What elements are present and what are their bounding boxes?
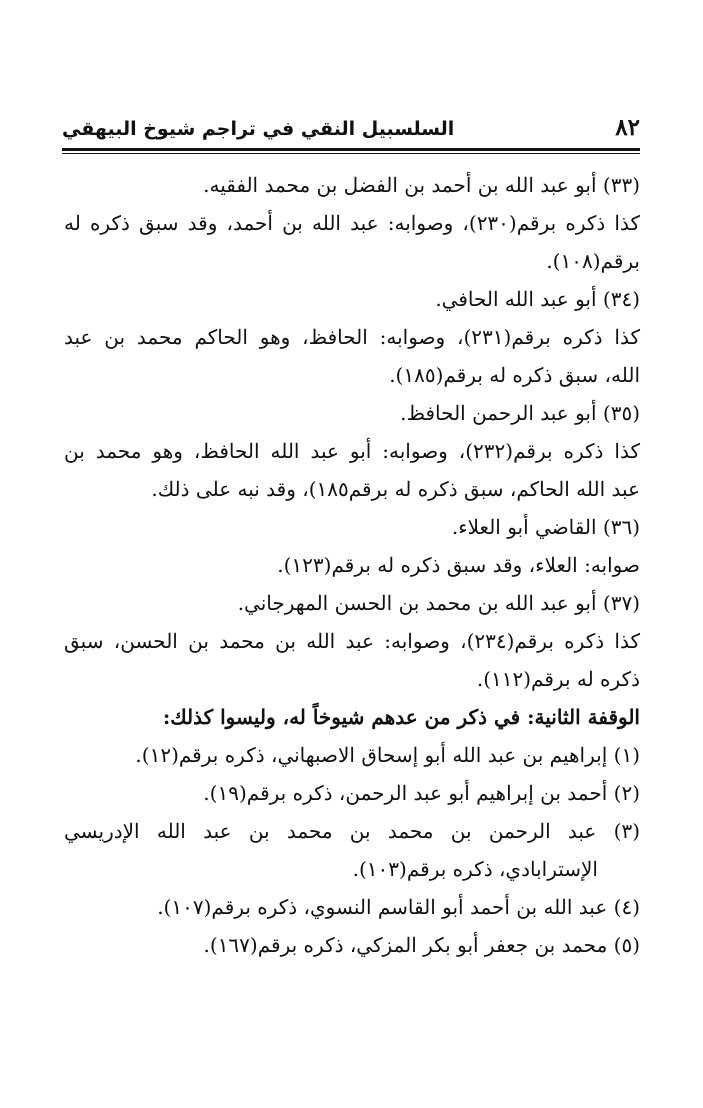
text-line: الله، سبق ذكره له برقم(١٨٥). xyxy=(389,363,640,387)
text-line: كذا ذكره برقم(٢٣٢)، وصوابه: أبو عبد الله الحافظ، وهو محمد بن xyxy=(64,439,640,463)
text-line: (٣٥) أبو عبد الرحمن الحافظ. xyxy=(400,401,640,425)
page-header xyxy=(62,112,640,152)
text-line: كذا ذكره برقم(٢٣٤)، وصوابه: عبد الله بن محمد بن الحسن، سبق xyxy=(64,629,640,653)
text-line: كذا ذكره برقم(٢٣٠)، وصوابه: عبد الله بن أحمد، وقد سبق ذكره له xyxy=(64,211,640,235)
text-line: (٥) محمد بن جعفر أبو بكر المزكي، ذكره برقم(١٦٧). xyxy=(203,933,640,957)
text-line: الإسترابادي، ذكره برقم(١٠٣). xyxy=(352,857,598,881)
text-line: (٢) أحمد بن إبراهيم أبو عبد الرحمن، ذكره برقم(١٩). xyxy=(203,781,640,805)
text-line: كذا ذكره برقم(٢٣١)، وصوابه: الحافظ، وهو الحاكم محمد بن عبد xyxy=(64,325,640,349)
text-line: (٣٦) القاضي أبو العلاء. xyxy=(451,515,640,539)
text-line: الوقفة الثانية: في ذكر من عدهم شيوخاً له، وليسوا كذلك: xyxy=(162,705,640,729)
text-line: (٣) عبد الرحمن بن محمد بن محمد بن عبد الله الإدريسي xyxy=(64,819,640,843)
text-line: صوابه: العلاء، وقد سبق ذكره له برقم(١٢٣). xyxy=(277,553,640,577)
text-line: (٣٣) أبو عبد الله بن أحمد بن الفضل بن محمد الفقيه. xyxy=(203,173,640,197)
page-number: ٨٢ xyxy=(615,114,640,141)
text-line: برقم(١٠٨). xyxy=(546,249,640,273)
running-title: السلسبيل النقي في تراجم شيوخ البيهقي xyxy=(62,118,455,140)
page-body xyxy=(64,166,640,964)
text-line: (٤) عبد الله بن أحمد أبو القاسم النسوي، ذكره برقم(١٠٧). xyxy=(157,895,640,919)
header-rule-thick xyxy=(62,148,640,151)
text-line: ذكره له برقم(١١٢). xyxy=(476,667,640,691)
text-line: (٣٤) أبو عبد الله الحافي. xyxy=(435,287,640,311)
text-line: (٣٧) أبو عبد الله بن محمد بن الحسن المهرجاني. xyxy=(237,591,640,615)
header-rule-thin xyxy=(62,153,640,154)
text-line: (١) إبراهيم بن عبد الله أبو إسحاق الاصبهاني، ذكره برقم(١٢). xyxy=(135,743,640,767)
text-line: عبد الله الحاكم، سبق ذكره له برقم١٨٥)، وقد نبه على ذلك. xyxy=(151,477,640,501)
